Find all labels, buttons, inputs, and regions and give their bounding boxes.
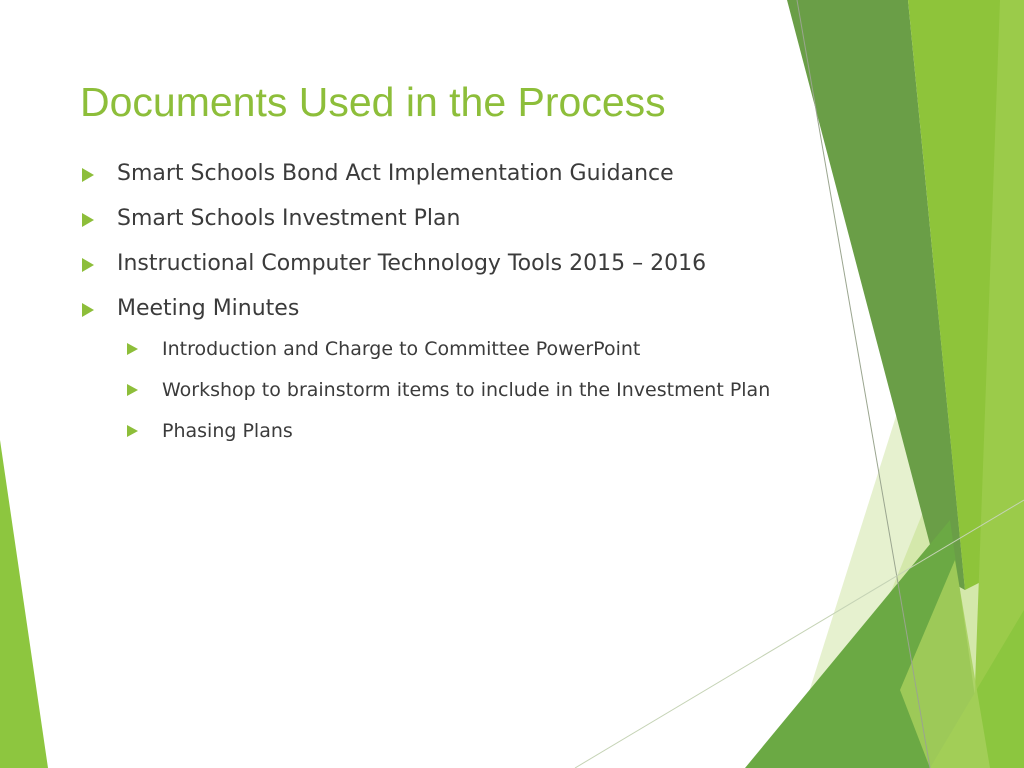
- triangle-bullet-icon: [82, 168, 94, 182]
- triangle-bullet-icon: [127, 343, 138, 355]
- bullet-text: Instructional Computer Technology Tools 2015 – 2016: [117, 251, 707, 276]
- sub-bullet-text: Workshop to brainstorm items to include in the Investment Plan: [162, 379, 771, 401]
- triangle-bullet-icon: [127, 425, 138, 437]
- slide-title: Documents Used in the Process: [80, 79, 666, 125]
- sub-bullet-list: [117, 336, 780, 445]
- sub-bullet-text: Introduction and Charge to Committee PowerPoint: [162, 338, 641, 360]
- bullet-list: [80, 160, 780, 462]
- decor-facet-left: [0, 440, 48, 768]
- triangle-bullet-icon: [82, 258, 94, 272]
- sub-bullet-item: [127, 336, 782, 363]
- triangle-bullet-icon: [82, 303, 94, 317]
- bullet-text: Smart Schools Bond Act Implementation Guidance: [117, 161, 674, 186]
- sub-bullet-item: [127, 377, 782, 404]
- bullet-item: [80, 160, 780, 188]
- sub-bullet-item: [127, 418, 782, 445]
- bullet-text: Meeting Minutes: [117, 296, 300, 321]
- triangle-bullet-icon: [82, 213, 94, 227]
- sub-bullet-text: Phasing Plans: [162, 420, 293, 442]
- bullet-item: [80, 205, 780, 233]
- bullet-item: [80, 250, 780, 278]
- bullet-text: Smart Schools Investment Plan: [117, 206, 461, 231]
- bullet-item: [80, 295, 780, 445]
- triangle-bullet-icon: [127, 384, 138, 396]
